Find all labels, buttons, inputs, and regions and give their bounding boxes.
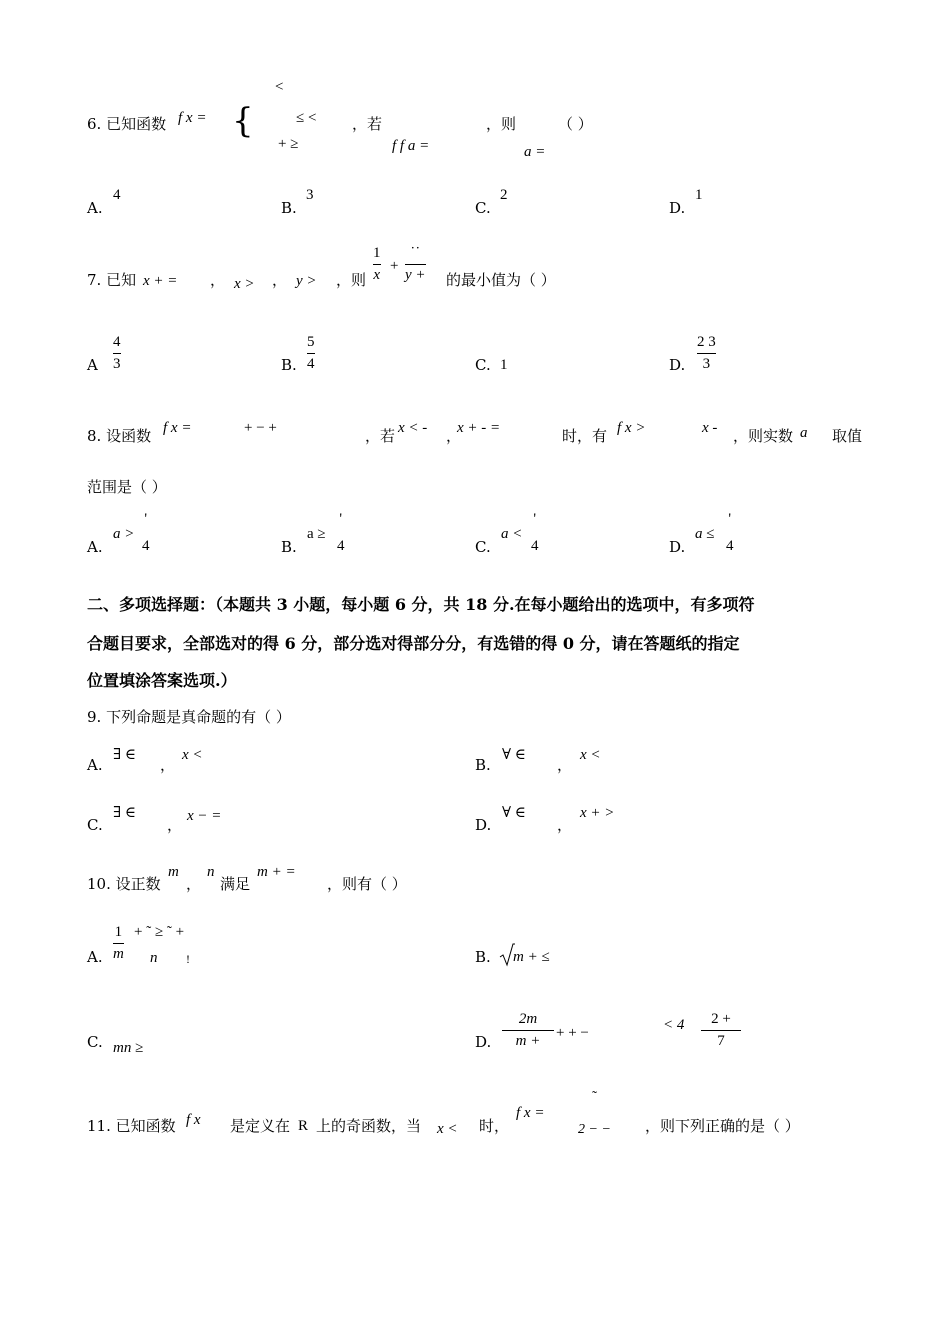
q7-expr1: x + = — [143, 273, 178, 289]
q6-option-c-value: 2 — [500, 187, 508, 203]
q7-option-b-num: 5 — [307, 334, 315, 350]
q9-option-d-label: D. — [475, 816, 492, 834]
q8-option-a-label: A. — [87, 538, 103, 556]
q8-option-c-den: 4 — [531, 538, 539, 554]
q9-option-d-expr: x + > — [580, 805, 615, 821]
q9-option-a-comma: ， — [160, 756, 176, 774]
q8-ze: ，则实数 — [733, 427, 794, 445]
q6-brace: { — [232, 101, 254, 141]
q8-fx: f x = — [163, 420, 192, 436]
q6-stem: 6. 已知函数 — [87, 115, 167, 133]
q10-option-d-num: 2m — [518, 1011, 538, 1027]
q10-option-d-label: D. — [475, 1033, 492, 1051]
q10-option-d-right-num: 2 + — [711, 1011, 731, 1027]
q9-option-a-expr: x < — [182, 747, 203, 763]
q6-case2: ≤ < — [296, 110, 317, 126]
q8-option-a-rel: a > — [113, 526, 135, 542]
q7-option-a-frac — [113, 335, 121, 372]
q7-frac2-bar — [405, 264, 426, 265]
q6-ze: ，则 — [486, 115, 517, 133]
q7-option-b-frac — [307, 335, 315, 372]
q8-option-b-den: 4 — [337, 538, 345, 554]
q7-option-d-label: D. — [669, 356, 686, 374]
q11-stem: 11. 已知函数 — [87, 1117, 176, 1135]
q6-fx: f x = — [178, 110, 207, 126]
q8-qu: 取值 — [832, 427, 863, 445]
q10-option-a-frac — [113, 925, 124, 962]
q9-option-c-label: C. — [87, 816, 103, 834]
q8-option-a-den: 4 — [142, 538, 150, 554]
q10-option-d-right-den: 7 — [717, 1033, 725, 1049]
q7-option-c-value: 1 — [500, 357, 508, 373]
q11-R: R — [298, 1118, 309, 1134]
q10-m: m — [168, 864, 179, 880]
section-2-line-2: 合题目要求，全部选对的得 6 分，部分选对得部分分，有选错的得 0 分，请在答题纸的指定 — [87, 634, 740, 653]
q7-option-d-num: 2 3 — [697, 334, 716, 350]
q9-option-b-comma: ， — [557, 756, 573, 774]
q6-option-a-value: 4 — [113, 187, 121, 203]
q7-option-d-frac — [697, 335, 716, 372]
q8-option-a-frac — [142, 512, 150, 554]
q11-top: ˜ — [592, 1089, 597, 1105]
q8-stem: 8. 设函数 — [87, 427, 152, 445]
q8-cond2: x + - = — [457, 420, 501, 436]
q11-mid2: 上的奇函数，当 — [316, 1117, 422, 1135]
q7-option-b-den: 4 — [307, 356, 315, 372]
q9-option-a-label: A. — [87, 756, 103, 774]
q10-option-a-label: A. — [87, 948, 103, 966]
q7-option-a-bar — [113, 353, 121, 354]
q8-option-b-num: ' — [339, 511, 343, 527]
q10-option-c-label: C. — [87, 1033, 103, 1051]
q8-option-b-frac — [337, 512, 345, 554]
q10-option-a-num: 1 — [114, 924, 123, 940]
q6-a-eq: a = — [524, 144, 546, 160]
q8-shi: 时，有 — [562, 427, 608, 445]
q10-option-a-rest: + ˜ ≥ ˜ + — [134, 924, 185, 940]
q7-frac1 — [373, 246, 381, 283]
q10-option-b-expr: m + ≤ — [513, 949, 550, 965]
q8-rest: + − + — [244, 420, 277, 436]
q7-frac1-bar — [373, 264, 381, 265]
q8-comma: ， — [446, 427, 462, 445]
q9-option-b-expr: x < — [580, 747, 601, 763]
q8-option-d-label: D. — [669, 538, 686, 556]
q6-option-c-label: C. — [475, 199, 491, 217]
q8-a: a — [800, 425, 808, 441]
q10-man: 满足 — [220, 875, 251, 893]
q7-option-a-den: 3 — [113, 356, 121, 372]
q6-option-b-label: B. — [281, 199, 297, 217]
q10-option-d-mid: + + − — [556, 1025, 589, 1041]
q8-cond4: x - — [702, 420, 718, 436]
q8-cond3: f x > — [617, 420, 646, 436]
q8-option-c-frac — [531, 512, 539, 554]
q7-expr2: x > — [234, 276, 255, 292]
q10-option-a-dot: ! — [186, 952, 190, 966]
q8-option-c-label: C. — [475, 538, 491, 556]
q6-ruo: ，若 — [352, 115, 383, 133]
q7-frac2 — [405, 246, 426, 283]
q11-tail: ，则下列正确的是（ ） — [645, 1117, 800, 1135]
q7-frac2-den: y + — [405, 267, 426, 283]
section-2-line-3: 位置填涂答案选项.） — [87, 671, 237, 690]
q9-option-c-expr: x − = — [187, 808, 222, 824]
q8-option-d-den: 4 — [726, 538, 734, 554]
q6-option-d-value: 1 — [695, 187, 703, 203]
q10-option-d-den: m + — [515, 1033, 541, 1049]
q10-stem: 10. 设正数 — [87, 875, 161, 893]
q9-option-d-comma: ， — [557, 816, 573, 834]
q11-fx2: f x = — [516, 1105, 545, 1121]
q10-option-d-lt: < 4 — [663, 1017, 685, 1033]
q8-option-c-num: ' — [533, 511, 537, 527]
q10-option-b-label: B. — [475, 948, 491, 966]
section-2-line-1: 二、多项选择题：（本题共 3 小题，每小题 6 分，共 18 分.在每小题给出的选项中，有多项符 — [87, 595, 755, 614]
q11-fx: f x — [186, 1112, 201, 1128]
q6-cond: f f a = — [392, 138, 430, 154]
q7-option-c-label: C. — [475, 356, 491, 374]
q7-option-a-label: A — [87, 356, 98, 374]
q8-option-b-label: B. — [281, 538, 297, 556]
q6-option-b-value: 3 — [306, 187, 314, 203]
q7-frac1-num: 1 — [373, 245, 381, 261]
q9-option-a-quant: ∃ ∈ — [113, 747, 136, 763]
q10-n: n — [207, 864, 215, 880]
q6-case3: + ≥ — [278, 136, 299, 152]
q11-expr: 2 − − — [578, 1122, 611, 1137]
q7-expr3: y > — [296, 273, 317, 289]
q7-comma1: ， — [210, 271, 226, 289]
q11-shi: 时， — [479, 1117, 510, 1135]
q9-option-d-quant: ∀ ∈ — [502, 805, 526, 821]
q10-option-d-frac — [502, 1012, 554, 1049]
q7-option-a-num: 4 — [113, 334, 121, 350]
q11-mid: 是定义在 — [230, 1117, 291, 1135]
q10-comma: ， — [186, 875, 202, 893]
q6-option-a-label: A. — [87, 199, 103, 217]
q9-option-c-quant: ∃ ∈ — [113, 805, 136, 821]
q10-option-d-bar — [502, 1030, 554, 1031]
q7-frac2-num: ˙˙ — [410, 245, 421, 261]
q7-option-b-bar — [307, 353, 315, 354]
q8-ruo: ，若 — [365, 427, 396, 445]
q10-option-c-expr: mn ≥ — [113, 1040, 144, 1056]
q8-option-d-rel: a ≤ — [695, 526, 715, 542]
q9-option-b-label: B. — [475, 756, 491, 774]
q7-frac1-den: x — [373, 267, 381, 283]
q6-paren: （ ） — [558, 115, 593, 133]
q8-option-d-frac — [726, 512, 734, 554]
q8-option-a-num: ' — [144, 511, 148, 527]
q7-tail: 的最小值为（ ） — [446, 271, 556, 289]
q7-plus: + — [390, 258, 399, 274]
q7-option-d-den: 3 — [702, 356, 711, 372]
q8-line2: 范围是（ ） — [87, 478, 167, 496]
q6-option-d-label: D. — [669, 199, 686, 217]
q9-option-b-quant: ∀ ∈ — [502, 747, 526, 763]
q10-option-a-n: n — [150, 950, 158, 966]
q8-cond1: x < - — [398, 420, 428, 436]
q10-cond: m + = — [257, 864, 296, 880]
q7-option-d-bar — [697, 353, 716, 354]
q9-option-c-comma: ， — [167, 816, 183, 834]
q8-option-d-num: ' — [728, 511, 732, 527]
q10-option-a-den: m — [113, 946, 124, 962]
q10-option-a-bar — [113, 943, 124, 944]
q10-option-d-right-frac — [701, 1012, 741, 1049]
q8-option-c-rel: a < — [501, 526, 523, 542]
q10-option-d-right-bar — [701, 1030, 741, 1031]
q7-stem: 7. 已知 — [87, 271, 137, 289]
q8-option-b-rel: a ≥ — [307, 526, 326, 542]
q7-option-b-label: B. — [281, 356, 297, 374]
q7-comma2: ， — [272, 271, 288, 289]
q10-tail: ，则有（ ） — [327, 875, 407, 893]
q7-ze: ，则 — [336, 271, 367, 289]
q6-case1: < — [275, 79, 284, 95]
q9-stem: 9. 下列命题是真命题的有（ ） — [87, 708, 291, 726]
q11-cond: x < — [437, 1121, 458, 1137]
